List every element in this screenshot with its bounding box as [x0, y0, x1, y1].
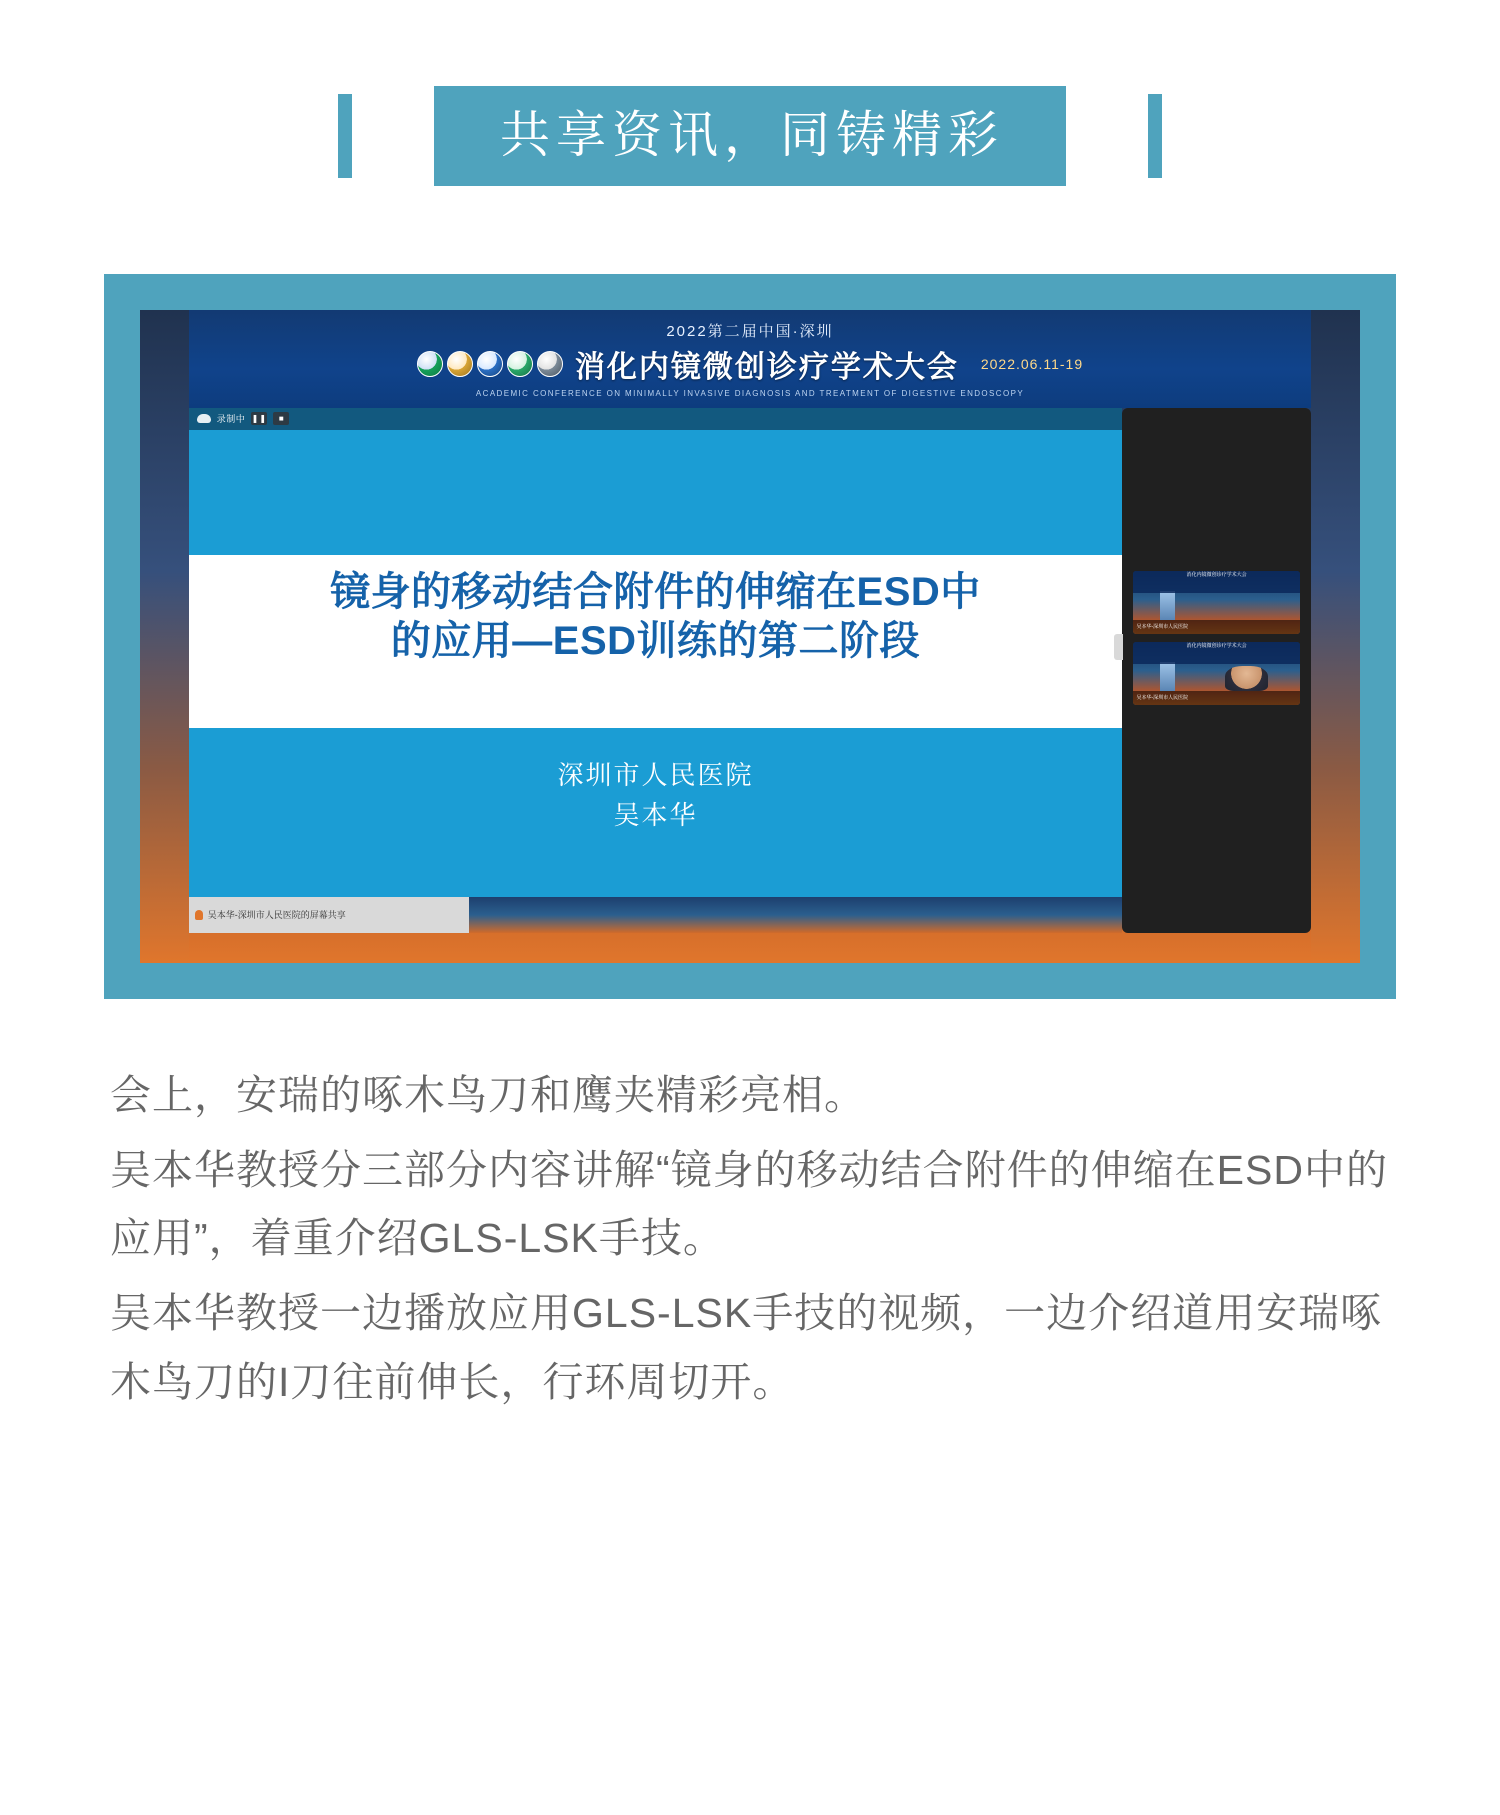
organization-logo-icon [507, 351, 533, 377]
participant-avatar [1225, 666, 1268, 691]
conference-date: 2022.06.11-19 [980, 355, 1084, 372]
pause-icon[interactable]: ❚❚ [251, 412, 267, 425]
section-banner [0, 86, 1500, 186]
backdrop-right [1311, 310, 1360, 963]
banner-title: 共享资讯，同铸精彩 [434, 86, 1066, 186]
conference-title: 消化内镜微创诊疗学术大会 [574, 350, 959, 384]
recording-toolbar[interactable] [189, 408, 1122, 430]
organization-logo-icon [537, 351, 563, 377]
cloud-icon [197, 414, 211, 423]
footer-strip [469, 897, 1122, 934]
shared-slide-area [189, 408, 1122, 933]
organization-logo-icon [447, 351, 473, 377]
slide-speaker-block [189, 755, 1122, 836]
conference-logos [417, 351, 563, 377]
article-paragraph: 吴本华教授分三部分内容讲解“镜身的移动结合附件的伸缩在ESD中的应用”，着重介绍GLS-LSK手技。 [110, 1146, 1388, 1262]
slide-affiliation: 深圳市人民医院 [557, 759, 754, 790]
meeting-screen [140, 310, 1360, 963]
recording-status-label: 录制中 [216, 414, 246, 425]
tile-tower-graphic [1160, 591, 1175, 620]
organization-logo-icon [477, 351, 503, 377]
backdrop-left [140, 310, 189, 963]
participant-tile[interactable] [1133, 642, 1299, 705]
screen-share-footer [189, 897, 1122, 934]
slide-speaker-name: 吴本华 [613, 799, 698, 830]
organization-logo-icon [417, 351, 443, 377]
conference-screenshot-card [104, 274, 1396, 999]
screen-share-label: 吴本华-深圳市人民医院的屏幕共享 [207, 910, 346, 921]
conference-top-line: 2022第二届中国·深圳 [666, 322, 834, 340]
conference-english-subtitle: ACADEMIC CONFERENCE ON MINIMALLY INVASIVE DIAGNOSIS AND TREATMENT OF DIGESTIVE ENDOSCOPY [475, 388, 1025, 398]
slide-title-line1: 镜身的移动结合附件的伸缩在ESD中 [330, 570, 981, 615]
article-body [110, 1061, 1390, 1417]
article-paragraph: 会上，安瑞的啄木鸟刀和鹰夹精彩亮相。 [110, 1071, 866, 1118]
slide-title [189, 568, 1122, 666]
participant-video-column[interactable] [1122, 408, 1311, 933]
tile-participant-name: 吴本华-深圳市人民医院 [1133, 620, 1299, 634]
microphone-icon [195, 910, 203, 920]
collapse-panel-button[interactable] [1114, 634, 1123, 660]
stop-icon[interactable]: ■ [273, 412, 289, 425]
participant-tile[interactable] [1133, 571, 1299, 634]
tile-participant-name: 吴本华-深圳市人民医院 [1133, 691, 1299, 705]
article-paragraph: 吴本华教授一边播放应用GLS-LSK手技的视频，一边介绍道用安瑞啄木鸟刀的I刀往前伸长，行环周切开。 [110, 1290, 1383, 1406]
slide-title-line2: 的应用—ESD训练的第二阶段 [390, 618, 921, 663]
conference-header [189, 310, 1311, 408]
tile-header-title: 消化内镜微创诊疗学术大会 [1133, 571, 1299, 593]
banner-bar-left [338, 94, 352, 178]
tile-header-title: 消化内镜微创诊疗学术大会 [1133, 642, 1299, 664]
banner-bar-right [1148, 94, 1162, 178]
tile-tower-graphic [1160, 662, 1175, 691]
